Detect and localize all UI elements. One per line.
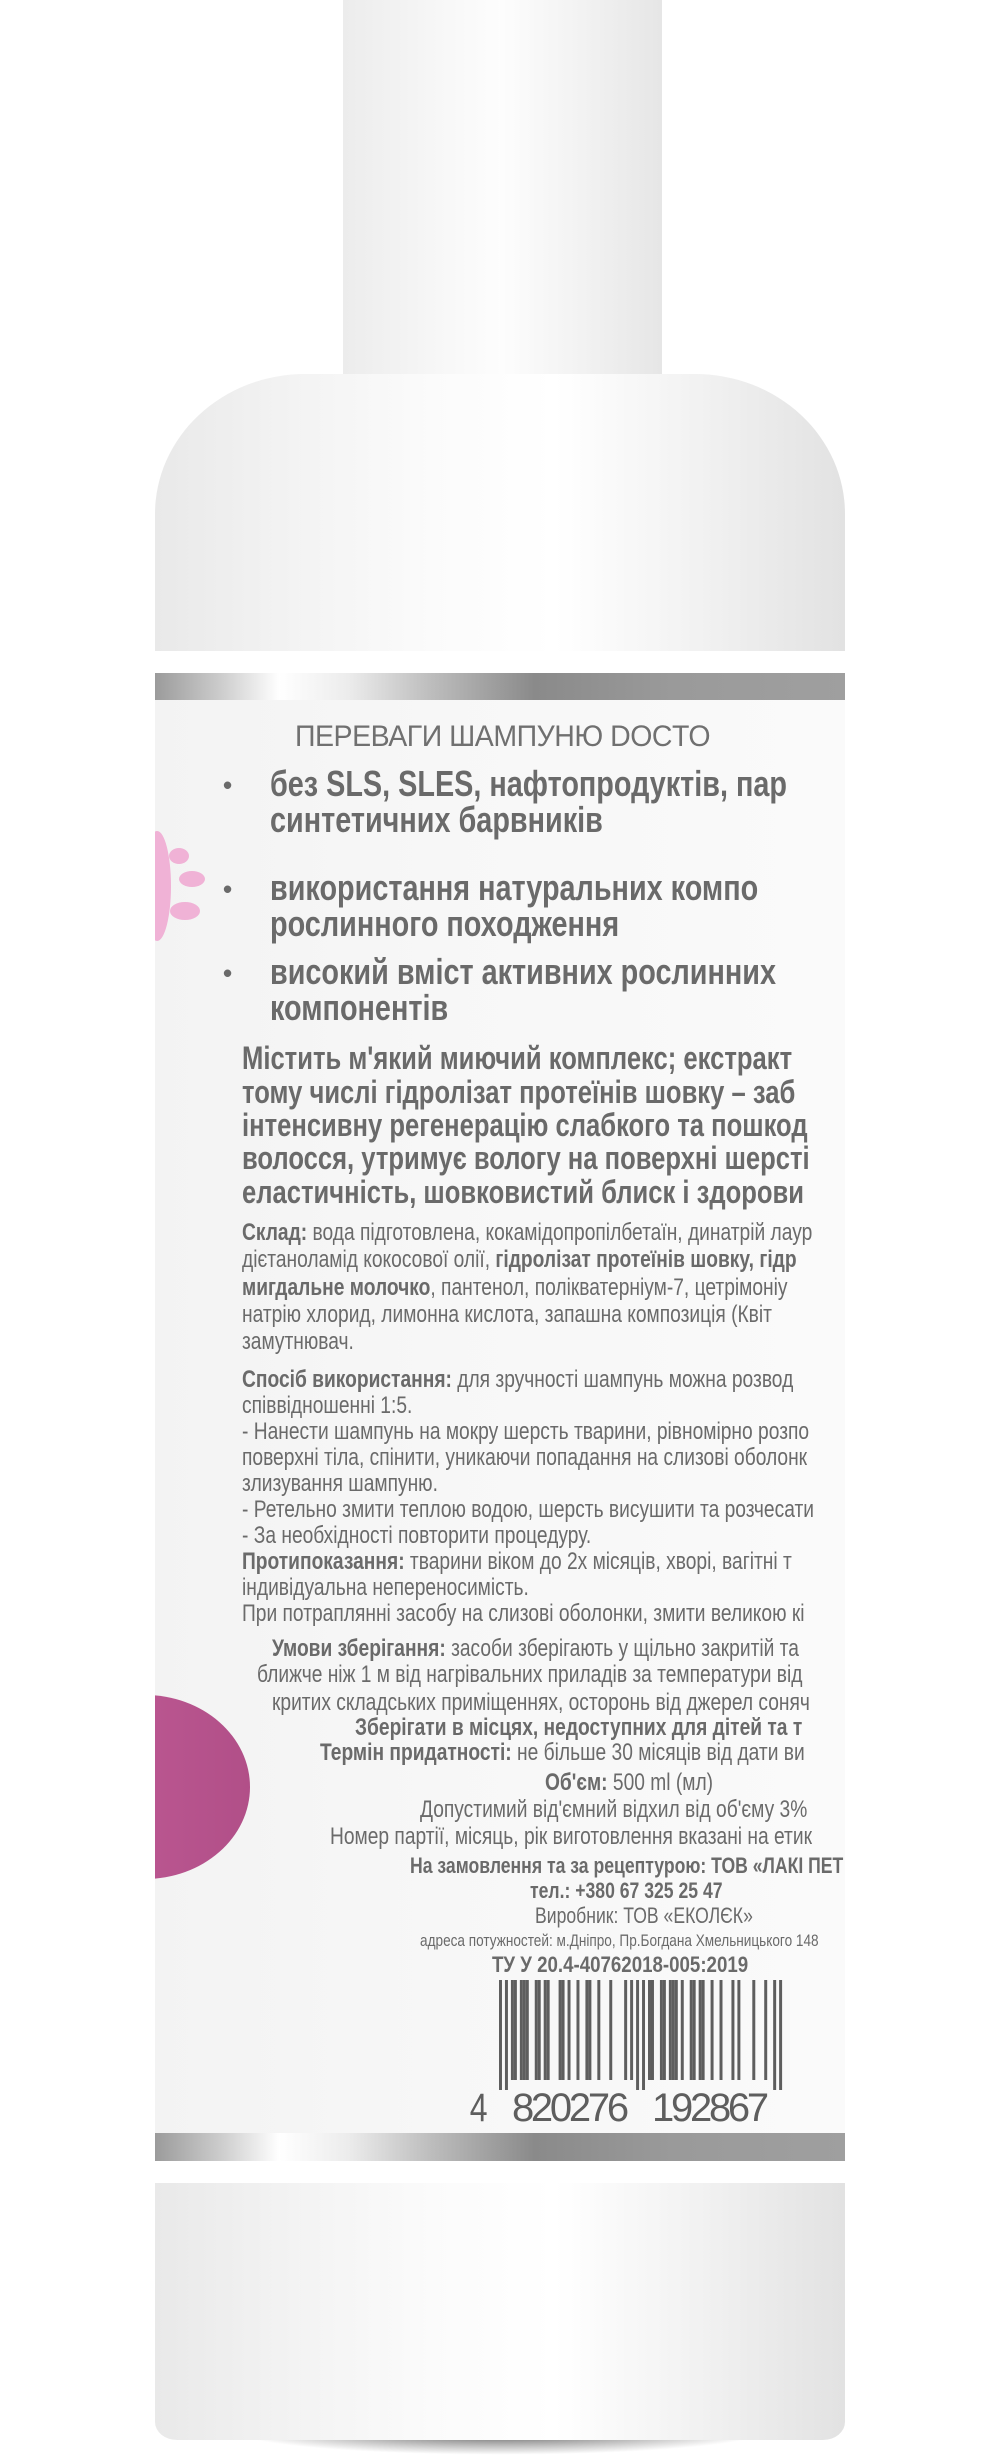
barcode-bar bbox=[752, 1980, 755, 2080]
barcode-bar bbox=[681, 1980, 684, 2080]
volume-tolerance: Допустимий від'ємний відхил від об'єму 3% bbox=[420, 1796, 808, 1823]
barcode-bar bbox=[651, 1980, 654, 2080]
benefit-2-line-1: використання натуральних компо bbox=[270, 867, 759, 908]
benefit-3-line-2: компонентів bbox=[270, 987, 449, 1028]
composition-highlight: мигдальне молочко bbox=[242, 1274, 431, 1301]
barcode-bar bbox=[499, 1980, 502, 2090]
barcode-bar bbox=[779, 1980, 782, 2090]
volume bbox=[545, 1771, 713, 1795]
composition-line bbox=[242, 1276, 788, 1300]
barcode-bar bbox=[630, 1980, 633, 2080]
barcode-bar bbox=[520, 1980, 523, 2080]
barcode-bar bbox=[764, 1980, 767, 2080]
barcode-bar bbox=[609, 1980, 612, 2080]
barcode-bar bbox=[585, 1980, 588, 2080]
description-line: волосся, утримує вологу на поверхні шерсті bbox=[242, 1140, 810, 1176]
barcode-bars bbox=[499, 1980, 782, 2090]
barcode-bar bbox=[559, 1980, 562, 2080]
barcode-bar bbox=[636, 1980, 639, 2090]
bullet-icon: • bbox=[223, 958, 233, 988]
composition-line bbox=[242, 1248, 797, 1272]
storage-line: критих складських приміщеннях, осторонь від джерел соняч bbox=[272, 1689, 810, 1716]
composition-line: замутнювач. bbox=[242, 1328, 354, 1355]
barcode-bar bbox=[562, 1980, 565, 2080]
barcode-bar bbox=[737, 1980, 740, 2080]
barcode-bar bbox=[672, 1980, 675, 2080]
barcode-bar bbox=[663, 1980, 666, 2080]
barcode-bar bbox=[693, 1980, 696, 2080]
barcode-bar bbox=[660, 1980, 663, 2080]
address: адреса потужностей: м.Дніпро, Пр.Богдана Хмельницького 148 bbox=[420, 1931, 819, 1950]
composition-line bbox=[242, 1221, 812, 1245]
barcode-left-digits: 820276 bbox=[511, 2086, 630, 2128]
barcode-bar bbox=[624, 1980, 627, 2080]
bullet-icon: • bbox=[223, 770, 233, 800]
barcode-bar bbox=[648, 1980, 651, 2080]
barcode-bar bbox=[642, 1980, 645, 2090]
barcode-bar bbox=[576, 1980, 579, 2080]
batch-info: Номер партії, місяць, рік виготовлення вказані на етик bbox=[330, 1823, 812, 1850]
barcode-bar bbox=[514, 1980, 517, 2080]
paw-toe bbox=[169, 848, 189, 864]
paw-toe bbox=[170, 902, 200, 920]
benefit-1-line-2: синтетичних барвників bbox=[270, 799, 603, 840]
usage-line: поверхні тіла, спінити, уникаючи попадання на слизові оболонк bbox=[242, 1444, 808, 1471]
barcode-bar bbox=[699, 1980, 702, 2080]
usage-line: - За необхідності повторити процедуру. bbox=[242, 1522, 592, 1549]
composition-text: , пантенол, полікватерніум-7, цетрімоніу bbox=[430, 1274, 788, 1301]
paw-toe bbox=[179, 871, 205, 887]
contraindications-line: індивідуальна непереносимість. bbox=[242, 1574, 529, 1601]
description-line: інтенсивну регенерацію слабкого та пошкод bbox=[242, 1107, 808, 1143]
benefit-2-line-2: рослинного походження bbox=[270, 903, 620, 944]
description-line: еластичність, шовковистий блиск і здорови bbox=[242, 1174, 805, 1210]
shelf-life-value: не більше 30 місяців від дати ви bbox=[511, 1739, 805, 1766]
barcode-bar bbox=[511, 1980, 514, 2080]
barcode-first-digit: 4 bbox=[469, 2084, 488, 2128]
barcode-bar bbox=[669, 1980, 672, 2080]
composition-text: дієтаноламід кокосової олії, bbox=[242, 1246, 496, 1273]
usage-line: співвідношенні 1:5. bbox=[242, 1392, 413, 1419]
barcode-right-digits: 192867 bbox=[652, 2086, 770, 2128]
contraindications-line bbox=[242, 1550, 792, 1574]
storage-line bbox=[272, 1637, 799, 1661]
benefits-heading: ПЕРЕВАГИ ШАМПУНЮ DOCTO bbox=[295, 720, 711, 753]
phone: тел.: +380 67 325 25 47 bbox=[530, 1878, 723, 1903]
barcode-bar bbox=[675, 1980, 678, 2080]
top-white-strip bbox=[155, 651, 845, 673]
usage-label: Спосіб використання: bbox=[242, 1366, 452, 1393]
usage-line: - Ретельно змити теплою водою, шерсть висушити та розчесати bbox=[242, 1496, 814, 1523]
barcode-bar bbox=[547, 1980, 550, 2080]
composition-label: Склад: bbox=[242, 1219, 308, 1246]
bullet-icon: • bbox=[223, 874, 233, 904]
paw-pad bbox=[155, 831, 171, 941]
shelf-life-label: Термін придатності: bbox=[320, 1739, 512, 1766]
storage-line: ближче ніж 1 м від нагрівальних приладів за температури від bbox=[257, 1661, 803, 1688]
bottom-silver-band bbox=[155, 2133, 845, 2161]
back-label-lower bbox=[155, 1760, 845, 2133]
contraindications-line: При потраплянні засобу на слизові оболонки, змити великою кі bbox=[242, 1600, 805, 1627]
storage-warning: Зберігати в місцях, недоступних для дітей та т bbox=[355, 1714, 803, 1741]
contraindications-label: Протипоказання: bbox=[242, 1548, 405, 1575]
usage-line: злизування шампуню. bbox=[242, 1470, 438, 1497]
barcode-bar bbox=[702, 1980, 705, 2080]
barcode-bar bbox=[535, 1980, 538, 2080]
volume-value: 500 ml (мл) bbox=[607, 1769, 714, 1796]
barcode-bar bbox=[690, 1980, 693, 2080]
description-line: Містить м'який миючий комплекс; екстракт bbox=[242, 1040, 793, 1076]
ordered-by: На замовлення та за рецептурою: ТОВ «ЛАКІ ПЕТ bbox=[410, 1853, 844, 1878]
bottom-white-strip bbox=[155, 2161, 845, 2183]
barcode bbox=[465, 1978, 785, 2128]
barcode-bar bbox=[523, 1980, 526, 2080]
barcode-bar bbox=[505, 1980, 508, 2090]
benefit-3-line-1: високий вміст активних рослинних bbox=[270, 951, 776, 992]
composition-line: натрію хлорид, лимонна кислота, запашна композиція (Квіт bbox=[242, 1301, 772, 1328]
top-silver-band bbox=[155, 673, 845, 701]
volume-label: Об'єм: bbox=[545, 1769, 608, 1796]
barcode-bar bbox=[773, 1980, 776, 2090]
storage-text: засоби зберігають у щільно закритій та bbox=[445, 1635, 799, 1662]
composition-text: вода підготовлена, кокамідопропілбетаїн, динатрій лаур bbox=[307, 1219, 813, 1246]
barcode-bar bbox=[544, 1980, 547, 2080]
barcode-bar bbox=[568, 1980, 571, 2080]
barcode-bar bbox=[588, 1980, 591, 2080]
barcode-bar bbox=[711, 1980, 714, 2080]
barcode-bar bbox=[720, 1980, 723, 2080]
benefit-1-line-1: без SLS, SLES, нафтопродуктів, пар bbox=[270, 763, 787, 804]
usage-text: для зручності шампунь можна розвод bbox=[451, 1366, 794, 1393]
description-line: тому числі гідролізат протеїнів шовку – заб bbox=[242, 1074, 796, 1110]
barcode-bar bbox=[731, 1980, 734, 2080]
technical-standard: ТУ У 20.4-40762018-005:2019 bbox=[492, 1952, 749, 1977]
composition-highlight: гідролізат протеїнів шовку, гідр bbox=[495, 1246, 797, 1273]
paw-print-icon bbox=[155, 831, 205, 941]
storage-label: Умови зберігання: bbox=[272, 1635, 446, 1662]
barcode-bar bbox=[538, 1980, 541, 2080]
barcode-bar bbox=[526, 1980, 529, 2080]
bottle-neck bbox=[343, 0, 662, 400]
usage-line: - Нанести шампунь на мокру шерсть тварини, рівномірно розпо bbox=[242, 1418, 810, 1445]
contraindications-text: тварини віком до 2х місяців, хворі, вагітні т bbox=[404, 1548, 792, 1575]
manufacturer: Виробник: ТОВ «ЕКОЛЄК» bbox=[535, 1903, 753, 1928]
barcode-bar bbox=[597, 1980, 600, 2080]
usage-line bbox=[242, 1368, 793, 1392]
